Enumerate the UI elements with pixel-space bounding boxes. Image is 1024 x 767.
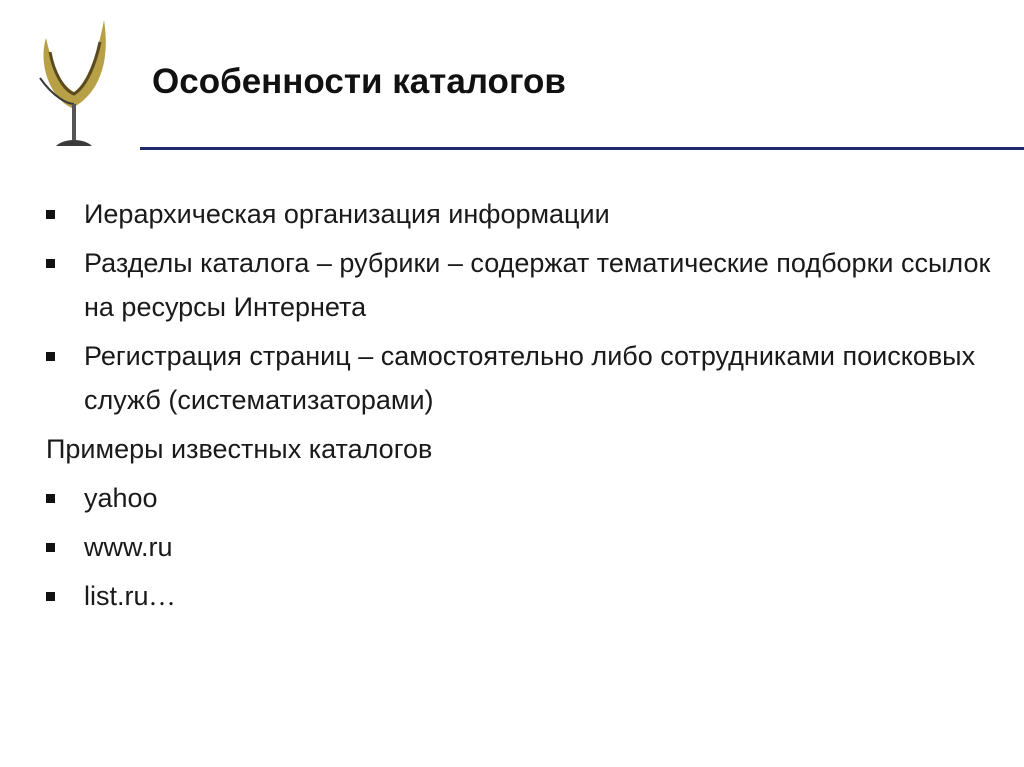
bullet-square-icon	[46, 352, 55, 361]
slide-title: Особенности каталогов	[152, 62, 566, 101]
bullet-square-icon	[46, 210, 55, 219]
bullet-text: www.ru	[84, 532, 173, 562]
bullet-text: Разделы каталога – рубрики – содержат тематические подборки ссылок на ресурсы Интернета	[84, 248, 991, 322]
bullet-item	[46, 334, 1006, 422]
bullet-text: yahoo	[84, 483, 158, 513]
bullet-item	[46, 574, 1006, 618]
goblet-logo-icon	[28, 12, 120, 152]
title-divider	[140, 147, 1024, 150]
bullet-item	[46, 476, 1006, 520]
bullet-item	[46, 192, 1006, 236]
bullet-item	[46, 525, 1006, 569]
bullet-square-icon	[46, 543, 55, 552]
bullet-item	[46, 241, 1006, 329]
examples-heading: Примеры известных каталогов	[46, 434, 433, 464]
ellipsis: …	[148, 581, 176, 611]
bullet-square-icon	[46, 494, 55, 503]
bullet-square-icon	[46, 592, 55, 601]
bullet-text: Иерархическая организация информации	[84, 199, 610, 229]
bullet-text: Регистрация страниц – самостоятельно либо сотрудниками поисковых служб (систематизаторами)	[84, 341, 976, 415]
slide-content	[46, 192, 1006, 623]
bullet-square-icon	[46, 259, 55, 268]
bullet-text: list.ru	[84, 581, 149, 611]
